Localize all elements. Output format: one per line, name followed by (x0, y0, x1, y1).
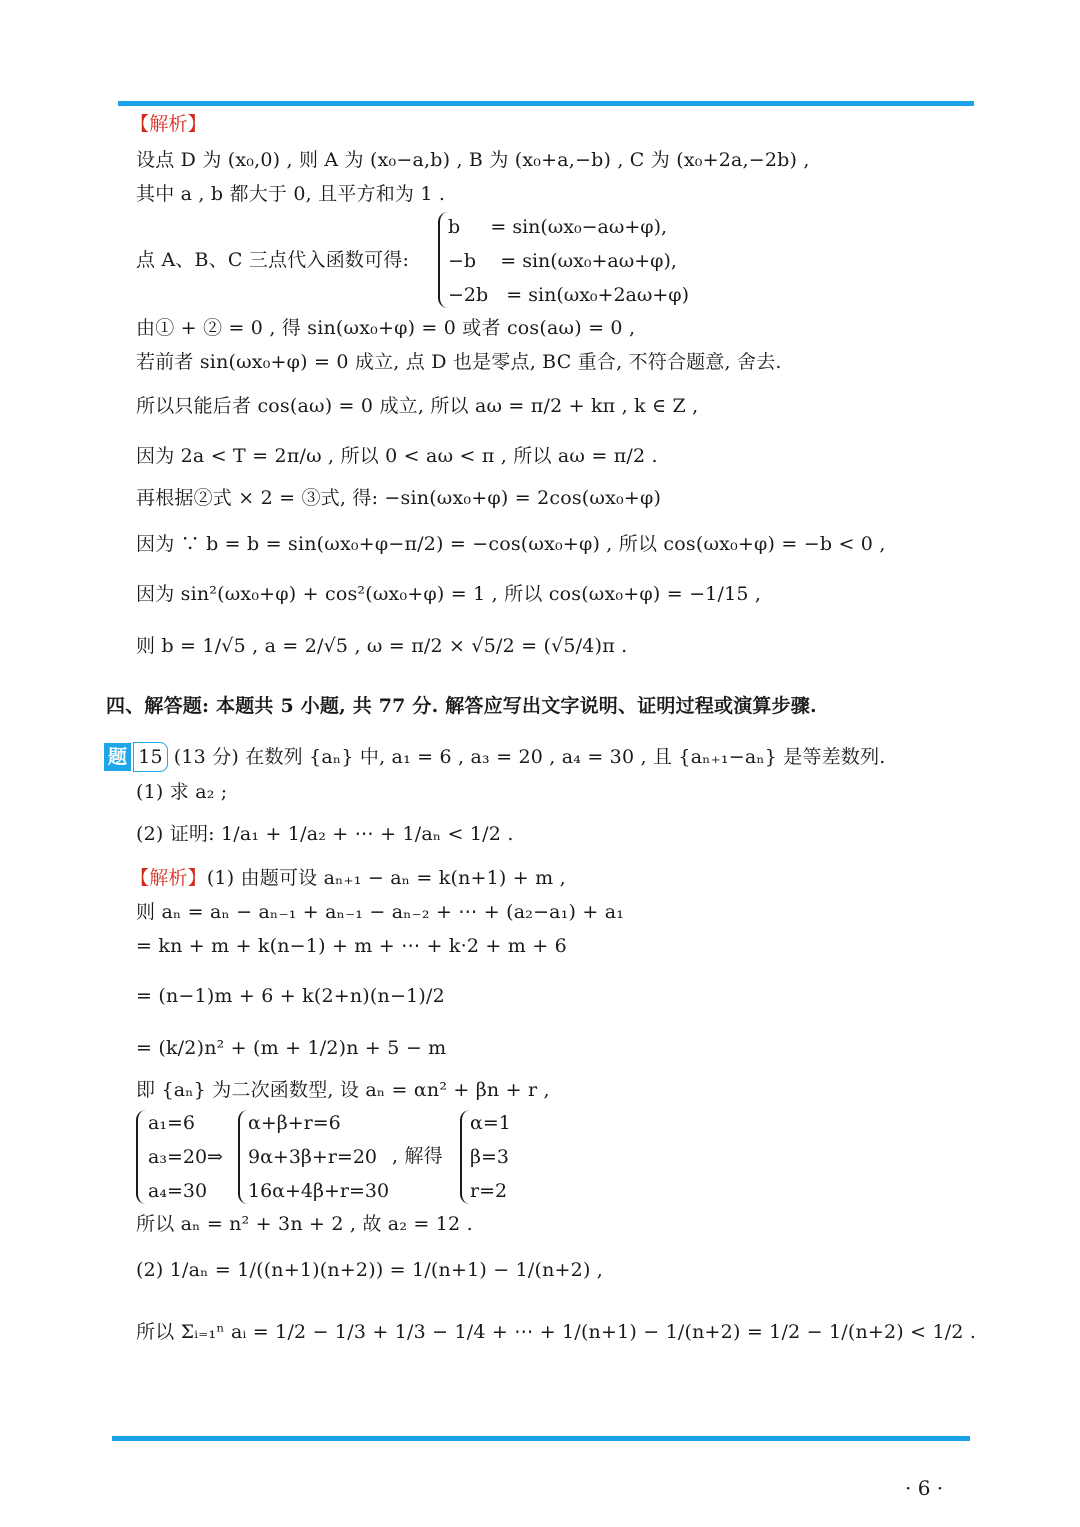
system-row: −2b = sin(ωx₀+2aω+φ) (448, 284, 690, 306)
solution-line: (2) 1/aₙ = 1/((n+1)(n+2)) = 1/(n+1) − 1/(n+2) , (136, 1259, 604, 1281)
question-number: 15 (133, 742, 168, 772)
system-row: r=2 (470, 1180, 508, 1202)
analysis-line: 因为 2a < T = 2π/ω , 所以 0 < aω < π , 所以 aω = π/2 . (136, 445, 658, 467)
system-equations (248, 1106, 389, 1208)
question-15-stem (104, 742, 886, 772)
question-stem-text: (13 分) 在数列 {aₙ} 中, a₁ = 6 , a₃ = 20 , a₄ = 30 , 且 {aₙ₊₁−aₙ} 是等差数列. (173, 746, 886, 768)
bottom-rule (112, 1436, 970, 1441)
solution-line: 即 {aₙ} 为二次函数型, 设 aₙ = αn² + βn + r , (136, 1079, 550, 1101)
solution-line: 则 aₙ = aₙ − aₙ₋₁ + aₙ₋₁ − aₙ₋₂ + ⋯ + (a₂−a₁) + a₁ (136, 901, 625, 923)
solution-line: 所以 Σᵢ₌₁ⁿ aᵢ = 1/2 − 1/3 + 1/3 − 1/4 + ⋯ + 1/(n+1) − 1/(n+2) = 1/2 − 1/(n+2) < 1/2 . (136, 1321, 977, 1343)
question-part-1: (1) 求 a₂ ; (136, 781, 228, 803)
system-brace (238, 1110, 248, 1204)
system-row: a₁=6 (148, 1112, 195, 1134)
system-brace (136, 1110, 146, 1204)
section-heading: 四、解答题: 本题共 5 小题, 共 77 分. 解答应写出文字说明、证明过程或演算步骤. (106, 695, 817, 717)
question-tag: 题 (104, 743, 131, 771)
solution-tag: 【解析】 (130, 867, 207, 889)
analysis-line: 其中 a , b 都大于 0, 且平方和为 1 . (136, 183, 446, 205)
solution-line: 所以 aₙ = n² + 3n + 2 , 故 a₂ = 12 . (136, 1213, 473, 1235)
solution-text: (1) 由题可设 aₙ₊₁ − aₙ = k(n+1) + m , (206, 867, 566, 889)
analysis-line: 若前者 sin(ωx₀+φ) = 0 成立, 点 D 也是零点, BC 重合, 不符合题意, 舍去. (136, 351, 782, 373)
system-brace (438, 212, 448, 308)
solution-line: = (n−1)m + 6 + k(2+n)(n−1)/2 (136, 985, 445, 1007)
analysis-line: 因为 sin²(ωx₀+φ) + cos²(ωx₀+φ) = 1 , 所以 cos(ωx₀+φ) = −1/15 , (136, 583, 762, 605)
analysis-line: 由① + ② = 0 , 得 sin(ωx₀+φ) = 0 或者 cos(aω) = 0 , (136, 317, 636, 339)
analysis-line: 再根据②式 × 2 = ③式, 得: −sin(ωx₀+φ) = 2cos(ωx₀+φ) (136, 487, 662, 509)
question-part-2: (2) 证明: 1/a₁ + 1/a₂ + ⋯ + 1/aₙ < 1/2 . (136, 823, 514, 845)
system-brace (460, 1110, 470, 1204)
system-row: −b = sin(ωx₀+aω+φ), (448, 250, 677, 272)
system-row: α=1 (470, 1112, 511, 1134)
top-rule (118, 101, 974, 106)
system-given (148, 1106, 223, 1208)
system-solution (470, 1106, 511, 1208)
analysis-line: 所以只能后者 cos(aω) = 0 成立, 所以 aω = π/2 + kπ , k ∈ Z , (136, 395, 699, 417)
solution-first-line (130, 864, 566, 892)
analysis-tag: 【解析】 (130, 113, 207, 135)
equation-system (448, 210, 689, 312)
system-row: a₄=30 (148, 1180, 208, 1202)
analysis-line: 则 b = 1/√5 , a = 2/√5 , ω = π/2 × √5/2 = (√5/4)π . (136, 635, 628, 657)
system-row: a₃=20⇒ (148, 1146, 223, 1168)
analysis-line: 因为 ∵ b = b = sin(ωx₀+φ−π/2) = −cos(ωx₀+φ) , 所以 cos(ωx₀+φ) = −b < 0 , (136, 533, 886, 555)
solve-label: , 解得 (392, 1145, 443, 1167)
system-label: 点 A、B、C 三点代入函数可得: (136, 249, 410, 271)
solution-line: = kn + m + k(n−1) + m + ⋯ + k·2 + m + 6 (136, 935, 567, 957)
system-row: α+β+r=6 (248, 1112, 341, 1134)
page-number: · 6 · (905, 1476, 944, 1500)
solution-line: = (k/2)n² + (m + 1/2)n + 5 − m (136, 1037, 447, 1059)
system-row: 16α+4β+r=30 (248, 1180, 390, 1202)
analysis-line: 设点 D 为 (x₀,0) , 则 A 为 (x₀−a,b) , B 为 (x₀+a,−b) , C 为 (x₀+2a,−2b) , (136, 149, 810, 171)
system-row: 9α+3β+r=20 (248, 1146, 378, 1168)
system-row: β=3 (470, 1146, 509, 1168)
system-row: b = sin(ωx₀−aω+φ), (448, 216, 668, 238)
